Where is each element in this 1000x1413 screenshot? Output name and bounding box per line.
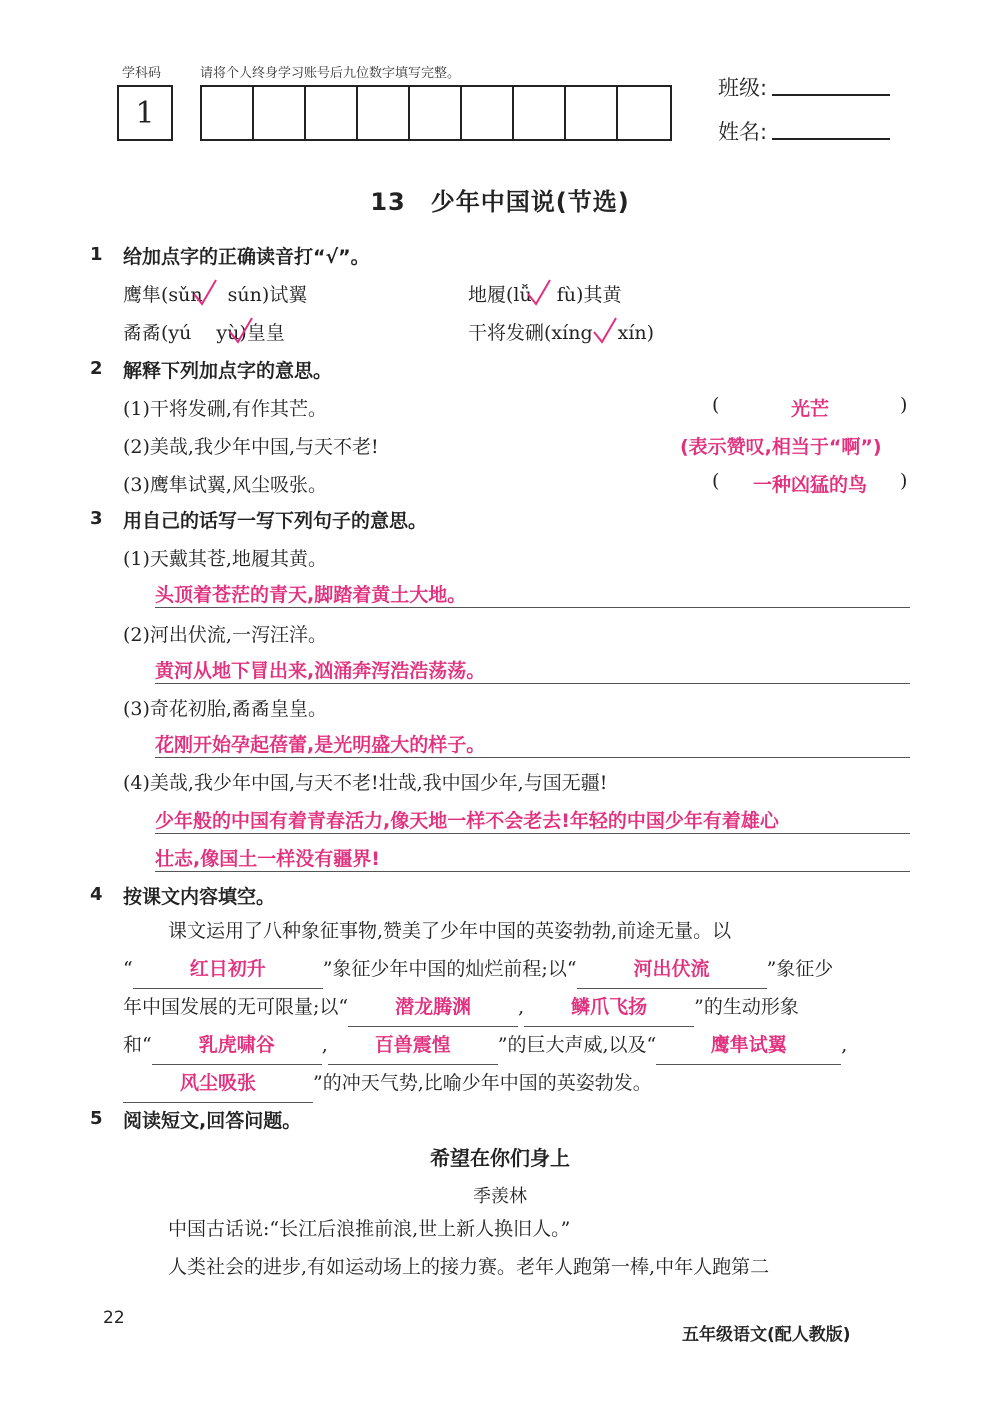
reading-choice: 干将发硎(xíng xín)	[468, 322, 655, 344]
class-label: 班级:	[718, 76, 768, 100]
check-mark-icon	[190, 278, 220, 308]
reading-choice: 矞矞(yú yù)皇皇	[123, 322, 285, 344]
sentence: (4)美哉,我少年中国,与天不老!壮哉,我中国少年,与国无疆!	[123, 772, 608, 794]
name-label: 姓名:	[718, 120, 768, 144]
open-paren: (	[712, 394, 720, 416]
account-digit-cell[interactable]	[306, 87, 358, 139]
account-digit-cell[interactable]	[618, 87, 670, 139]
check-mark-icon	[524, 278, 554, 308]
fill-blank[interactable]: 百兽震惶	[328, 1026, 498, 1065]
close-paren: )	[900, 394, 908, 416]
question-number: 3	[90, 508, 103, 529]
answer-line: 黄河从地下冒出来,汹涌奔泻浩浩荡荡。	[155, 656, 910, 684]
question-prompt: 阅读短文,回答问题。	[123, 1110, 302, 1132]
name-field[interactable]	[772, 114, 890, 140]
subject-code-box	[117, 85, 173, 141]
fill-blank[interactable]: 红日初升	[133, 950, 323, 989]
close-paren: )	[900, 470, 908, 492]
question-number: 2	[90, 358, 103, 379]
comma: ,	[518, 996, 525, 1018]
sentence: (2)河出伏流,一泻汪洋。	[123, 624, 327, 646]
passage-text: ”的冲天气势,比喻少年中国的英姿勃发。	[313, 1072, 652, 1094]
account-digit-cell[interactable]	[514, 87, 566, 139]
reading-choice: 地履(lǚ fù)其黄	[468, 284, 622, 306]
fill-blank[interactable]: 风尘吸张	[123, 1064, 313, 1103]
fill-blank[interactable]: 乳虎啸谷	[152, 1026, 322, 1065]
open-quote: “	[123, 958, 133, 980]
check-mark-icon	[226, 316, 256, 346]
answer-text: 一种凶猛的鸟	[752, 474, 867, 496]
sentence: (3)奇花初胎,矞矞皇皇。	[123, 698, 327, 720]
fill-line	[123, 1064, 652, 1103]
fill-line	[123, 950, 833, 989]
sentence: (1)天戴其苍,地履其黄。	[123, 548, 327, 570]
comma: ,	[841, 1034, 848, 1056]
article-author: 季羡林	[473, 1186, 527, 1207]
account-digit-cell[interactable]	[358, 87, 410, 139]
passage-text: ”的巨大声威,以及“	[497, 1034, 657, 1056]
question-number: 4	[90, 884, 103, 905]
answer-text: 光芒	[790, 398, 829, 420]
sentence: (1)干将发硎,有作其芒。	[123, 398, 327, 420]
passage-text: ”的生动形象	[694, 996, 799, 1018]
account-instruction: 请将个人终身学习账号后九位数字填写完整。	[200, 66, 461, 81]
fill-line	[123, 1026, 847, 1065]
subject-code-value: 1	[135, 95, 155, 131]
article-paragraph: 中国古话说:“长江后浪推前浪,世上新人换旧人。”	[168, 1218, 571, 1240]
class-field[interactable]	[772, 70, 890, 96]
question-prompt: 用自己的话写一写下列句子的意思。	[123, 510, 428, 532]
passage-text: ”象征少	[766, 958, 834, 980]
reading-choice: 鹰隼(sǔn sún)试翼	[123, 284, 308, 306]
fill-blank[interactable]: 潜龙腾渊	[348, 988, 518, 1027]
sentence: (3)鹰隼试翼,风尘吸张。	[123, 474, 327, 496]
account-number-grid[interactable]	[200, 85, 672, 141]
open-paren: (	[712, 470, 720, 492]
passage-line: 课文运用了八种象征事物,赞美了少年中国的英姿勃勃,前途无量。以	[168, 920, 732, 942]
question-prompt: 按课文内容填空。	[123, 886, 276, 908]
book-title: 五年级语文(配人教版)	[682, 1325, 851, 1345]
fill-blank[interactable]: 鹰隼试翼	[656, 1026, 841, 1065]
question-prompt: 给加点字的正确读音打“√”。	[123, 246, 370, 268]
subject-code-label: 学科码	[122, 66, 162, 81]
comma: ,	[321, 1034, 328, 1056]
answer-line: 壮志,像国土一样没有疆界!	[155, 844, 910, 872]
passage-text: ”象征少年中国的灿烂前程;以“	[322, 958, 577, 980]
answer-text: (表示赞叹,相当于“啊”)	[680, 436, 882, 458]
passage-text: 和“	[123, 1034, 152, 1056]
account-digit-cell[interactable]	[566, 87, 618, 139]
account-digit-cell[interactable]	[462, 87, 514, 139]
article-paragraph: 人类社会的进步,有如运动场上的接力赛。老年人跑第一棒,中年人跑第二	[168, 1256, 770, 1278]
question-number: 1	[90, 244, 103, 265]
account-digit-cell[interactable]	[202, 87, 254, 139]
question-number: 5	[90, 1108, 103, 1129]
fill-line	[123, 988, 799, 1027]
account-digit-cell[interactable]	[410, 87, 462, 139]
account-digit-cell[interactable]	[254, 87, 306, 139]
answer-line: 头顶着苍茫的青天,脚踏着黄土大地。	[155, 580, 910, 608]
question-prompt: 解释下列加点字的意思。	[123, 360, 333, 382]
page-number: 22	[103, 1308, 125, 1328]
passage-text: 年中国发展的无可限量;以“	[123, 996, 349, 1018]
sentence: (2)美哉,我少年中国,与天不老!	[123, 436, 379, 458]
answer-line: 花刚开始孕起蓓蕾,是光明盛大的样子。	[155, 730, 910, 758]
check-mark-icon	[590, 316, 620, 346]
page-title: 13 少年中国说(节选)	[370, 188, 630, 216]
article-title: 希望在你们身上	[430, 1146, 570, 1170]
fill-blank[interactable]: 河出伏流	[577, 950, 767, 989]
fill-blank[interactable]: 鳞爪飞扬	[524, 988, 694, 1027]
answer-line: 少年般的中国有着青春活力,像天地一样不会老去!年轻的中国少年有着雄心	[155, 806, 910, 834]
